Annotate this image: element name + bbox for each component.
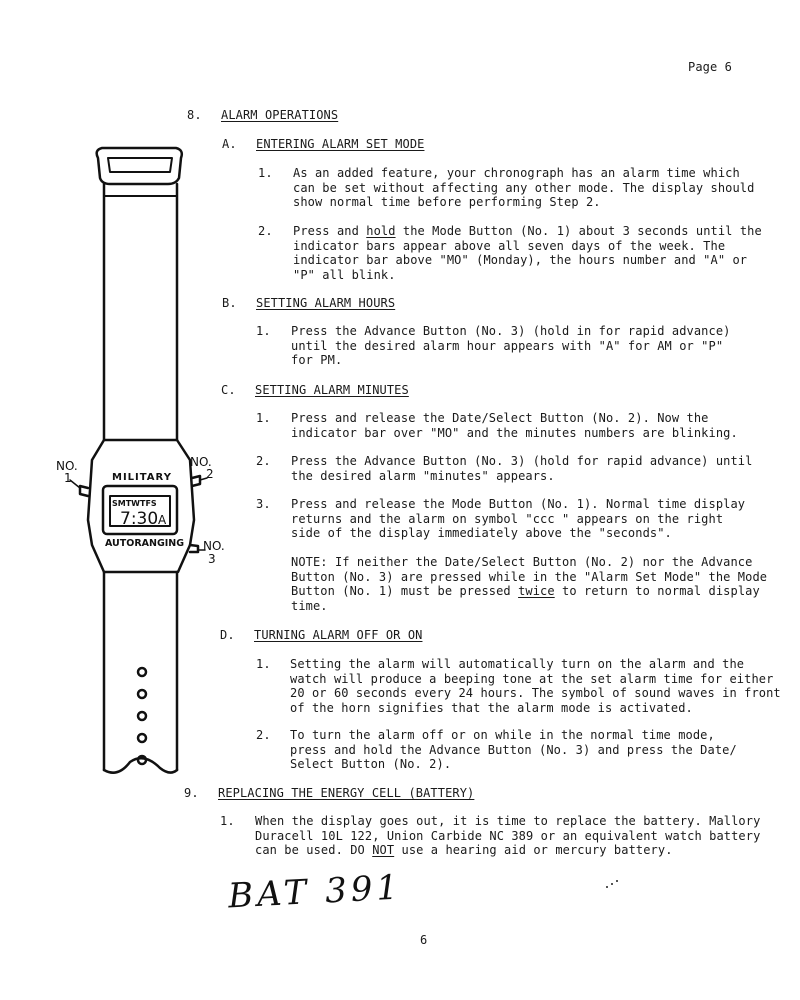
c-item1-line: Press and release the Date/Select Button (No. 2). Now the <box>291 411 709 425</box>
d-item1-line: of the horn signifies that the alarm mode is activated. <box>290 700 693 715</box>
label-no3: NO. <box>203 539 225 553</box>
c-note <box>291 555 767 613</box>
d-item2-text <box>290 728 737 772</box>
c-item3-num: 3. <box>256 497 271 511</box>
button-no2 <box>192 476 200 486</box>
a-item1-line: show normal time before performing Step 2. <box>293 195 601 209</box>
label-no2-num: 2 <box>206 467 214 481</box>
c-item2-line: Press the Advance Button (No. 3) (hold for rapid advance) until <box>291 454 753 468</box>
a-item2-line1 <box>293 224 762 239</box>
lower-strap <box>104 572 177 770</box>
a-item2-num: 2. <box>258 224 273 238</box>
s9-item1-num: 1. <box>220 814 235 828</box>
s9-item1-line3-pre: can be used. DO <box>255 843 373 857</box>
section-9-title: REPLACING THE ENERGY CELL (BATTERY) <box>218 786 475 800</box>
d-item2-line: press and hold the Advance Button (No. 3) and press the Date/ <box>290 742 737 757</box>
subsection-d-title: TURNING ALARM OFF OR ON <box>254 628 423 642</box>
handwritten-battery-note: BAT 391 <box>227 867 403 917</box>
c-item1-line: indicator bar over "MO" and the minutes numbers are blinking. <box>291 425 738 440</box>
c-item3-line: Press and release the Mode Button (No. 1). Normal time display <box>291 497 746 511</box>
d-item1-line: 20 or 60 seconds every 24 hours. The symbol of sound waves in front <box>290 686 781 700</box>
speck <box>606 886 608 888</box>
watch-illustration <box>50 140 230 790</box>
strap-hole <box>138 690 146 698</box>
label-no1-num: 1 <box>64 471 72 485</box>
a-item2-hold-emphasis: hold <box>366 224 396 238</box>
b-item1-line: until the desired alarm hour appears with "A" for AM or "P" <box>291 338 724 353</box>
a-item1-line: As an added feature, your chronograph has an alarm time which <box>293 166 740 180</box>
button-no1 <box>80 486 88 496</box>
subsection-a-letter: A. <box>222 137 237 151</box>
c-item1-text <box>291 411 738 440</box>
lcd-am-pm: A <box>158 513 167 527</box>
subsection-a-title: ENTERING ALARM SET MODE <box>256 137 425 151</box>
subsection-c-letter: C. <box>221 383 236 397</box>
strap-hole <box>138 712 146 720</box>
speck <box>616 880 618 882</box>
d-item1-num: 1. <box>256 657 271 671</box>
button-no3 <box>190 545 198 552</box>
lcd-day-letters: SMTWTFS <box>112 499 157 508</box>
subsection-c-title: SETTING ALARM MINUTES <box>255 383 409 397</box>
watch-brand-bottom: AUTORANGING <box>105 538 185 549</box>
c-item1-num: 1. <box>256 411 271 425</box>
b-item1-text <box>291 324 730 368</box>
a-item2-line1-post: the Mode Button (No. 1) about 3 seconds until the <box>395 224 762 238</box>
c-item3-line: returns and the alarm on symbol "ccc " appears on the right <box>291 511 724 526</box>
c-item3-line: side of the display immediately above the "seconds". <box>291 526 672 540</box>
subsection-b-letter: B. <box>222 296 237 310</box>
a-item1-num: 1. <box>258 166 273 180</box>
label-no2: NO. <box>190 455 212 469</box>
page-label: Page 6 <box>688 60 732 74</box>
d-item1-text <box>290 657 781 715</box>
lcd-time: 7:30 <box>120 509 159 529</box>
s9-item1-line1: When the display goes out, it is time to replace the battery. Mallory <box>255 814 761 828</box>
strap-hole <box>138 756 146 764</box>
s9-item1-text <box>255 814 760 858</box>
subsection-b-title: SETTING ALARM HOURS <box>256 296 396 310</box>
d-item1-line: Setting the alarm will automatically turn on the alarm and the <box>290 657 745 671</box>
section-9-number: 9. <box>184 786 199 800</box>
d-item2-num: 2. <box>256 728 271 742</box>
c-note-line3-pre: Button (No. 1) must be pressed <box>291 584 519 598</box>
strap-hole <box>138 734 146 742</box>
section-8-number: 8. <box>187 108 202 122</box>
s9-item1-line3-post: use a hearing aid or mercury battery. <box>394 843 673 857</box>
a-item2-line2: indicator bars appear above all seven days of the week. The <box>293 238 726 253</box>
a-item2-line3: indicator bar above "MO" (Monday), the hours number and "A" or <box>293 253 748 267</box>
strap-hole <box>138 668 146 676</box>
s9-item1-line2: Duracell 10L 122, Union Carbide NC 389 or an equivalent watch battery <box>255 828 761 843</box>
s9-item1-line3 <box>255 843 760 858</box>
watch-brand-top: MILITARY <box>112 472 172 483</box>
speck <box>611 883 613 885</box>
a-item2-line1-pre: Press and <box>293 224 367 238</box>
b-item1-line: Press the Advance Button (No. 3) (hold in for rapid advance) <box>291 324 731 338</box>
c-item2-text <box>291 454 752 483</box>
d-item1-line: watch will produce a beeping tone at the set alarm time for either <box>290 671 774 686</box>
c-note-line1: NOTE: If neither the Date/Select Button (No. 2) nor the Advance <box>291 555 753 569</box>
page-number: 6 <box>420 933 428 947</box>
a-item1-line: can be set without affecting any other mode. The display should <box>293 180 755 195</box>
d-item2-line: Select Button (No. 2). <box>290 757 452 771</box>
c-note-line4: time. <box>291 598 328 613</box>
c-note-twice-emphasis: twice <box>518 584 555 598</box>
c-item2-num: 2. <box>256 454 271 468</box>
b-item1-line: for PM. <box>291 353 343 367</box>
label-no1: NO. <box>56 459 78 473</box>
section-8-title: ALARM OPERATIONS <box>221 108 339 122</box>
c-note-line3-post: to return to normal display <box>554 584 760 598</box>
upper-strap <box>104 184 177 440</box>
c-note-line3 <box>291 584 767 599</box>
a-item2-line4: "P" all blink. <box>293 267 396 282</box>
a-item1-text <box>293 166 754 210</box>
subsection-d-letter: D. <box>220 628 235 642</box>
c-item2-line: the desired alarm "minutes" appears. <box>291 468 555 483</box>
b-item1-num: 1. <box>256 324 271 338</box>
s9-not-emphasis: NOT <box>372 843 395 857</box>
a-item2-text <box>293 224 762 282</box>
label-no3-num: 3 <box>208 552 216 566</box>
d-item2-line: To turn the alarm off or on while in the normal time mode, <box>290 728 715 742</box>
c-item3-text <box>291 497 745 541</box>
c-note-line2: Button (No. 3) are pressed while in the "Alarm Set Mode" the Mode <box>291 569 768 584</box>
